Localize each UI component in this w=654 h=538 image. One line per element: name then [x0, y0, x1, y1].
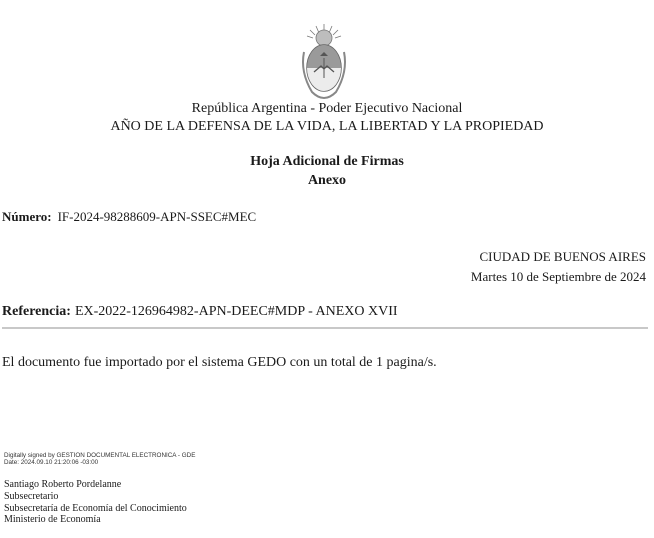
country-line: República Argentina - Poder Ejecutivo Nacional: [191, 101, 463, 116]
signer-ministry: Ministerio de Economía: [4, 514, 101, 525]
digital-signature-date: Date: 2024.09.10 21:20:06 -03:00: [4, 459, 99, 466]
separator-rule: [2, 327, 648, 329]
reference: [2, 304, 398, 320]
document-title: Hoja Adicional de Firmas: [250, 154, 404, 169]
year-motto: AÑO DE LA DEFENSA DE LA VIDA, LA LIBERTAD Y LA PROPIEDAD: [110, 119, 544, 134]
numero-label: Número:: [2, 209, 52, 224]
city: CIUDAD DE BUENOS AIRES: [479, 249, 646, 264]
signer-name: Santiago Roberto Pordelanne: [4, 479, 122, 490]
document-subtitle: Anexo: [307, 173, 347, 188]
signer-role: Subsecretario: [4, 491, 59, 502]
document-number: [2, 209, 256, 225]
coat-of-arms-icon: [298, 22, 350, 100]
referencia-label: Referencia:: [2, 304, 71, 319]
digital-signature-signed-by: Digitally signed by GESTION DOCUMENTAL ELECTRONICA - GDE: [4, 452, 196, 459]
referencia-value: EX-2022-126964982-APN-DEEC#MDP - ANEXO XVII: [74, 304, 398, 319]
body-text: El documento fue importado por el sistema GEDO con un total de 1 pagina/s.: [2, 355, 437, 370]
document-date: Martes 10 de Septiembre de 2024: [470, 269, 646, 284]
numero-value: IF-2024-98288609-APN-SSEC#MEC: [57, 209, 257, 224]
signer-office: Subsecretaría de Economía del Conocimiento: [4, 503, 187, 514]
